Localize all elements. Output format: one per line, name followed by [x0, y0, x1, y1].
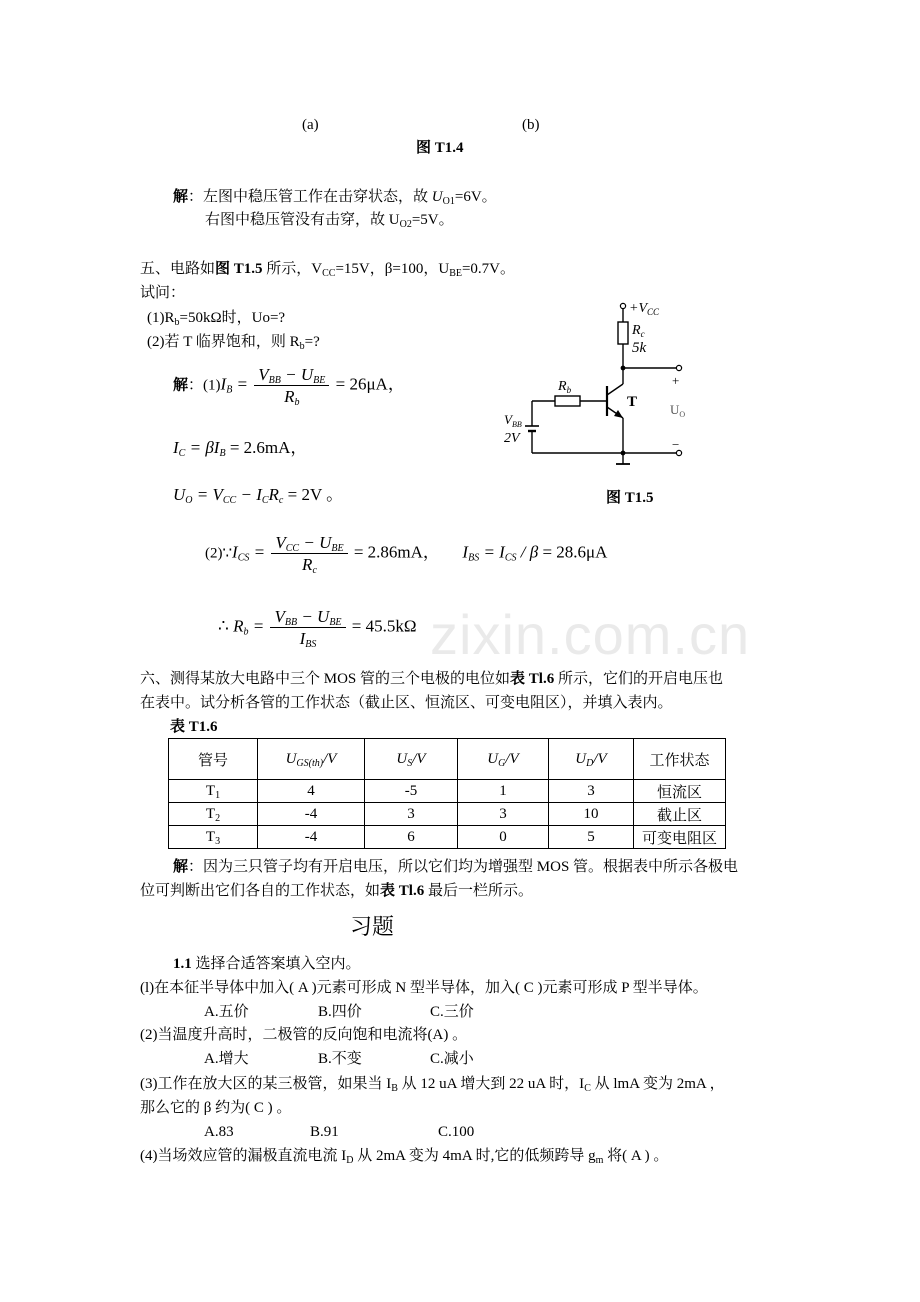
header-us: $U_S/V$ — [365, 739, 458, 780]
watermark-text: zixin.com.cn — [430, 603, 751, 666]
output-terminal-plus — [676, 365, 681, 370]
sol5-ic-equation: $I_C = \beta I_B = 2.6mA$， — [173, 438, 308, 459]
cell-ugs: -4 — [258, 826, 365, 849]
vbb-value: 2V — [504, 431, 520, 446]
collector-lead — [607, 384, 623, 395]
vcc-terminal — [620, 303, 625, 308]
exercises-title: 习题 — [350, 914, 395, 939]
output-minus-sign: − — [672, 437, 680, 452]
fig-t14-label-a: (a) — [302, 117, 319, 133]
answer-t14-line2: 右图中稳压管没有击穿，故 $U_{O2}=5V$。 — [205, 212, 454, 230]
junction-collector — [621, 366, 626, 371]
cell-state: 可变电阻区 — [634, 826, 726, 849]
table-t16 — [168, 738, 726, 849]
rb-resistor — [555, 396, 580, 406]
circuit-diagram-t15 — [496, 292, 696, 476]
sol6-line2: 位可判断出它们各自的工作状态，如表 Tl.6 最后一栏所示。 — [140, 883, 533, 899]
vbb-label: $V_{BB}$ — [504, 412, 522, 429]
cell-ugs: 4 — [258, 780, 365, 803]
cell-ud: 5 — [549, 826, 634, 849]
q2-option-b: B.不变 — [318, 1051, 362, 1067]
exercise-q3-line1: (3)工作在放大区的某三极管，如果当 $I_B$ 从 12 uA 增大到 22 uA 时，$I_C$ 从 lmA 变为 2mA ， — [140, 1076, 725, 1094]
table-row — [169, 803, 726, 826]
q1-option-b: B.四价 — [318, 1004, 362, 1020]
emitter-arrow — [614, 410, 623, 418]
rb-label: $R_b$ — [558, 379, 572, 395]
q5-item1: $(1)R_b=50k\Omega$时，Uo=? — [147, 310, 286, 328]
table-row — [169, 780, 726, 803]
rc-label: $R_c$ — [632, 323, 645, 339]
cell-ug: 1 — [458, 780, 549, 803]
q6-line2: 在表中。试分析各管的工作状态（截止区、恒流区、可变电阻区），并填入表内。 — [140, 695, 673, 711]
cell-tube-id: $T_3$ — [169, 826, 258, 849]
exercise-q1: (l)在本征半导体中加入( A )元素可形成 N 型半导体，加入( C )元素可形成 P 型半导体。 — [140, 980, 708, 996]
table-t16-title: 表 T1.6 — [170, 719, 218, 735]
table-row — [169, 826, 726, 849]
q1-option-a: A.五价 — [204, 1004, 249, 1020]
sol5-rb-equation: ∴ $R_b$ = $\frac{V_{BB} - U_{BE}}{I_{BS}}$ = 45.5kΩ — [218, 607, 417, 651]
cell-ugs: -4 — [258, 803, 365, 826]
q5-item2: (2)若 T 临界饱和，则 $R_b=$? — [147, 334, 320, 352]
sol5-ics-equation: $(2)\because I_{CS}$ = $\frac{V_{CC} - U_{BE}}{R_c}$ = 2.86mA， $I_{BS} = I_{CS} / \beta = 28.6\mu A$ — [205, 533, 608, 577]
transistor-label: T — [627, 394, 638, 410]
junction-ground — [621, 451, 626, 456]
q3-option-c: C.100 — [438, 1124, 475, 1140]
fig-t15-caption: 图 T1.5 — [606, 490, 654, 506]
cell-ud: 3 — [549, 780, 634, 803]
cell-tube-id: $T_2$ — [169, 803, 258, 826]
output-plus-sign: + — [672, 373, 680, 388]
fig-t14-label-b: (b) — [522, 117, 540, 133]
rc-value: 5k — [632, 340, 647, 356]
cell-us: -5 — [365, 780, 458, 803]
exercise-q3-line2: 那么它的 β 约为( C ) 。 — [140, 1100, 292, 1116]
cell-us: 3 — [365, 803, 458, 826]
q1-option-c: C.三价 — [430, 1004, 474, 1020]
cell-ud: 10 — [549, 803, 634, 826]
answer-t14-line1: 解：左图中稳压管工作在击穿状态，故 $U_{O1}=6V$。 — [173, 189, 497, 207]
exercise-q4: (4)当场效应管的漏极直流电流 $I_D$ 从 2mA 变为 4mA 时,它的低频跨导 $g_m$ 将( A ) 。 — [140, 1148, 669, 1166]
header-state: 工作状态 — [634, 739, 726, 780]
fig-t14-caption: 图 T1.4 — [416, 140, 464, 156]
q5-line2: 试问： — [140, 285, 186, 301]
exercise-1-1: 1.1 选择合适答案填入空内。 — [173, 956, 361, 972]
sol6-line1: 解：因为三只管子均有开启电压，所以它们均为增强型 MOS 管。根据表中所示各极电 — [173, 859, 739, 875]
header-ud: $U_D/V$ — [549, 739, 634, 780]
q6-line1: 六、测得某放大电路中三个 MOS 管的三个电极的电位如表 Tl.6 所示，它们的开启电压也 — [140, 671, 723, 687]
cell-state: 截止区 — [634, 803, 726, 826]
exercise-q2: (2)当温度升高时，二极管的反向饱和电流将(A) 。 — [140, 1027, 468, 1043]
table-header-row — [169, 739, 726, 780]
cell-ug: 3 — [458, 803, 549, 826]
rc-resistor — [618, 322, 628, 344]
uo-label: $U_O$ — [670, 402, 686, 419]
q3-option-b: B.91 — [310, 1124, 339, 1140]
header-ugs-th: $U_{GS(th)}/V$ — [258, 739, 365, 780]
q5-line1: 五、电路如图 T1.5 所示，$V_{CC}=15V$，β=100，$U_{BE}=0.7V$。 — [140, 261, 516, 279]
vcc-label: $+V_{CC}$ — [629, 301, 660, 317]
q2-option-a: A.增大 — [204, 1051, 249, 1067]
header-tube-no: 管号 — [169, 739, 258, 780]
cell-state: 恒流区 — [634, 780, 726, 803]
q2-option-c: C.减小 — [430, 1051, 474, 1067]
header-ug: $U_G/V$ — [458, 739, 549, 780]
sol5-uo-equation: $U_O = V_{CC} - I_CR_c = 2V$ 。 — [173, 485, 344, 506]
cell-ug: 0 — [458, 826, 549, 849]
q3-option-a: A.83 — [204, 1124, 234, 1140]
cell-tube-id: $T_1$ — [169, 780, 258, 803]
sol5-ib-equation: 解：$(1)I_B$ = $\frac{V_{BB} - U_{BE}}{R_b}$ = 26μA， — [173, 365, 405, 409]
cell-us: 6 — [365, 826, 458, 849]
